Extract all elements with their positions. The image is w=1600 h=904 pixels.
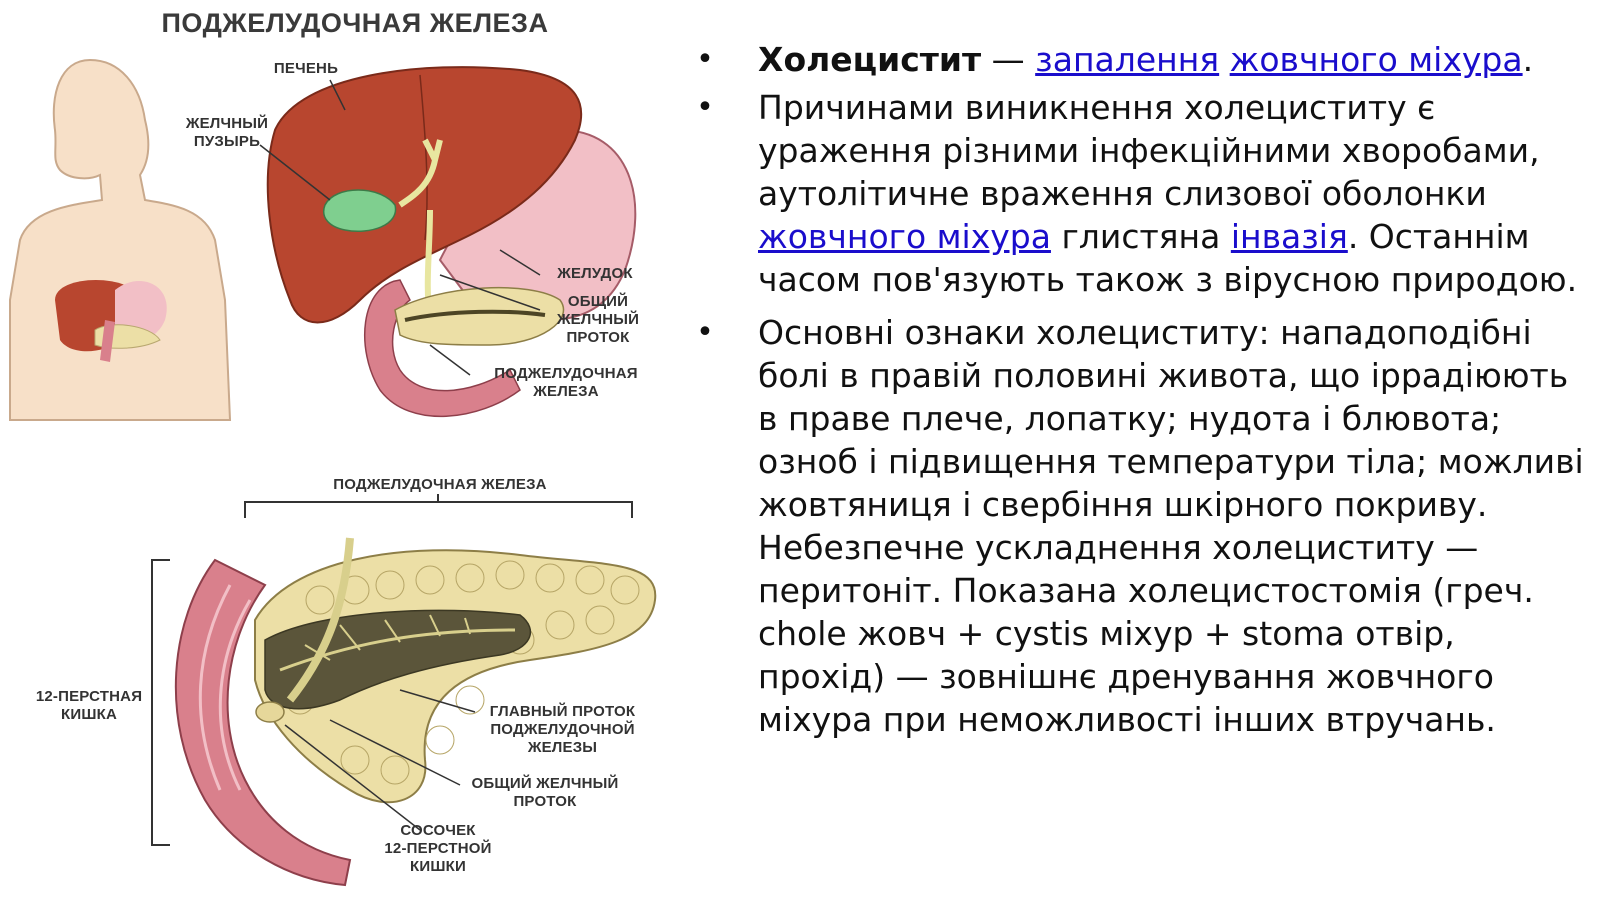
link-gallbladder[interactable]: жовчного міхура — [1229, 40, 1523, 79]
space — [1219, 40, 1230, 79]
period: . — [1522, 40, 1534, 79]
symptoms-text: Основні ознаки холециститу: нападоподібні болі в правій половині живота, що іррадіюють в праве плече, лопатку; нудота і блювота; озноб і підвищення температури тіла; можливі жовтяниця і свербіння шкірного покриву. Небезпечне ускладнення холециститу — перитоніт. Показана холецистостомія (греч. chole жовч + cystis міхур + stoma отвір, прохід) — зовнішнє дренування жовчного міхура при неможливості інших втручань. — [758, 313, 1584, 739]
label-gallbladder: ЖЕЛЧНЫЙ ПУЗЫРЬ — [185, 115, 269, 150]
label-pancreas-bracket: ПОДЖЕЛУДОЧНАЯ ЖЕЛЕЗА — [333, 476, 547, 493]
label-liver: ПЕЧЕНЬ — [273, 60, 339, 77]
term-cholecystitis: Холецистит — [758, 40, 982, 79]
bullet-causes — [690, 86, 1590, 301]
label-main-pancreatic-duct: ГЛАВНЫЙ ПРОТОК ПОДЖЕЛУДОЧНОЙ ЖЕЛЕЗЫ — [489, 703, 636, 756]
diagram-title: ПОДЖЕЛУДОЧНАЯ ЖЕЛЕЗА — [161, 8, 549, 38]
label-stomach: ЖЕЛУДОК — [557, 265, 633, 282]
anatomy-illustration — [0, 0, 690, 900]
link-inflammation[interactable]: запалення — [1035, 40, 1220, 79]
text-column — [690, 38, 1590, 746]
label-papilla: СОСОЧЕК 12-ПЕРСТНОЙ КИШКИ — [384, 822, 492, 875]
liver-stomach-illustration — [260, 67, 635, 416]
bullet-icon: • — [696, 42, 714, 77]
causes-text-3: . Останнім часом пов'язують також з вірусною природою. — [758, 217, 1578, 299]
bullet-icon: • — [696, 315, 714, 350]
bullet-list — [690, 38, 1590, 741]
bullet-icon: • — [696, 90, 714, 125]
dash: — — [981, 40, 1036, 79]
label-common-bile-duct-top: ОБЩИЙ ЖЕЛЧНЫЙ ПРОТОК — [556, 293, 640, 346]
causes-text-2: глистяна — [1050, 217, 1231, 256]
bullet-symptoms — [690, 311, 1590, 741]
bullet-definition — [690, 38, 1590, 81]
pancreas-diagram — [0, 0, 690, 900]
link-gallbladder-2[interactable]: жовчного міхура — [758, 217, 1051, 256]
label-pancreas-top: ПОДЖЕЛУДОЧНАЯ ЖЕЛЕЗА — [494, 365, 638, 400]
causes-text-1: Причинами виникнення холециститу є ураження різними інфекційними хворобами, аутолітичне враження слизової оболонки — [758, 88, 1540, 213]
link-invasion[interactable]: інвазія — [1230, 217, 1348, 256]
human-torso-figure — [10, 60, 230, 420]
label-duodenum: 12-ПЕРСТНАЯ КИШКА — [35, 688, 143, 723]
label-common-bile-duct-bottom: ОБЩИЙ ЖЕЛЧНЫЙ ПРОТОК — [471, 775, 619, 810]
